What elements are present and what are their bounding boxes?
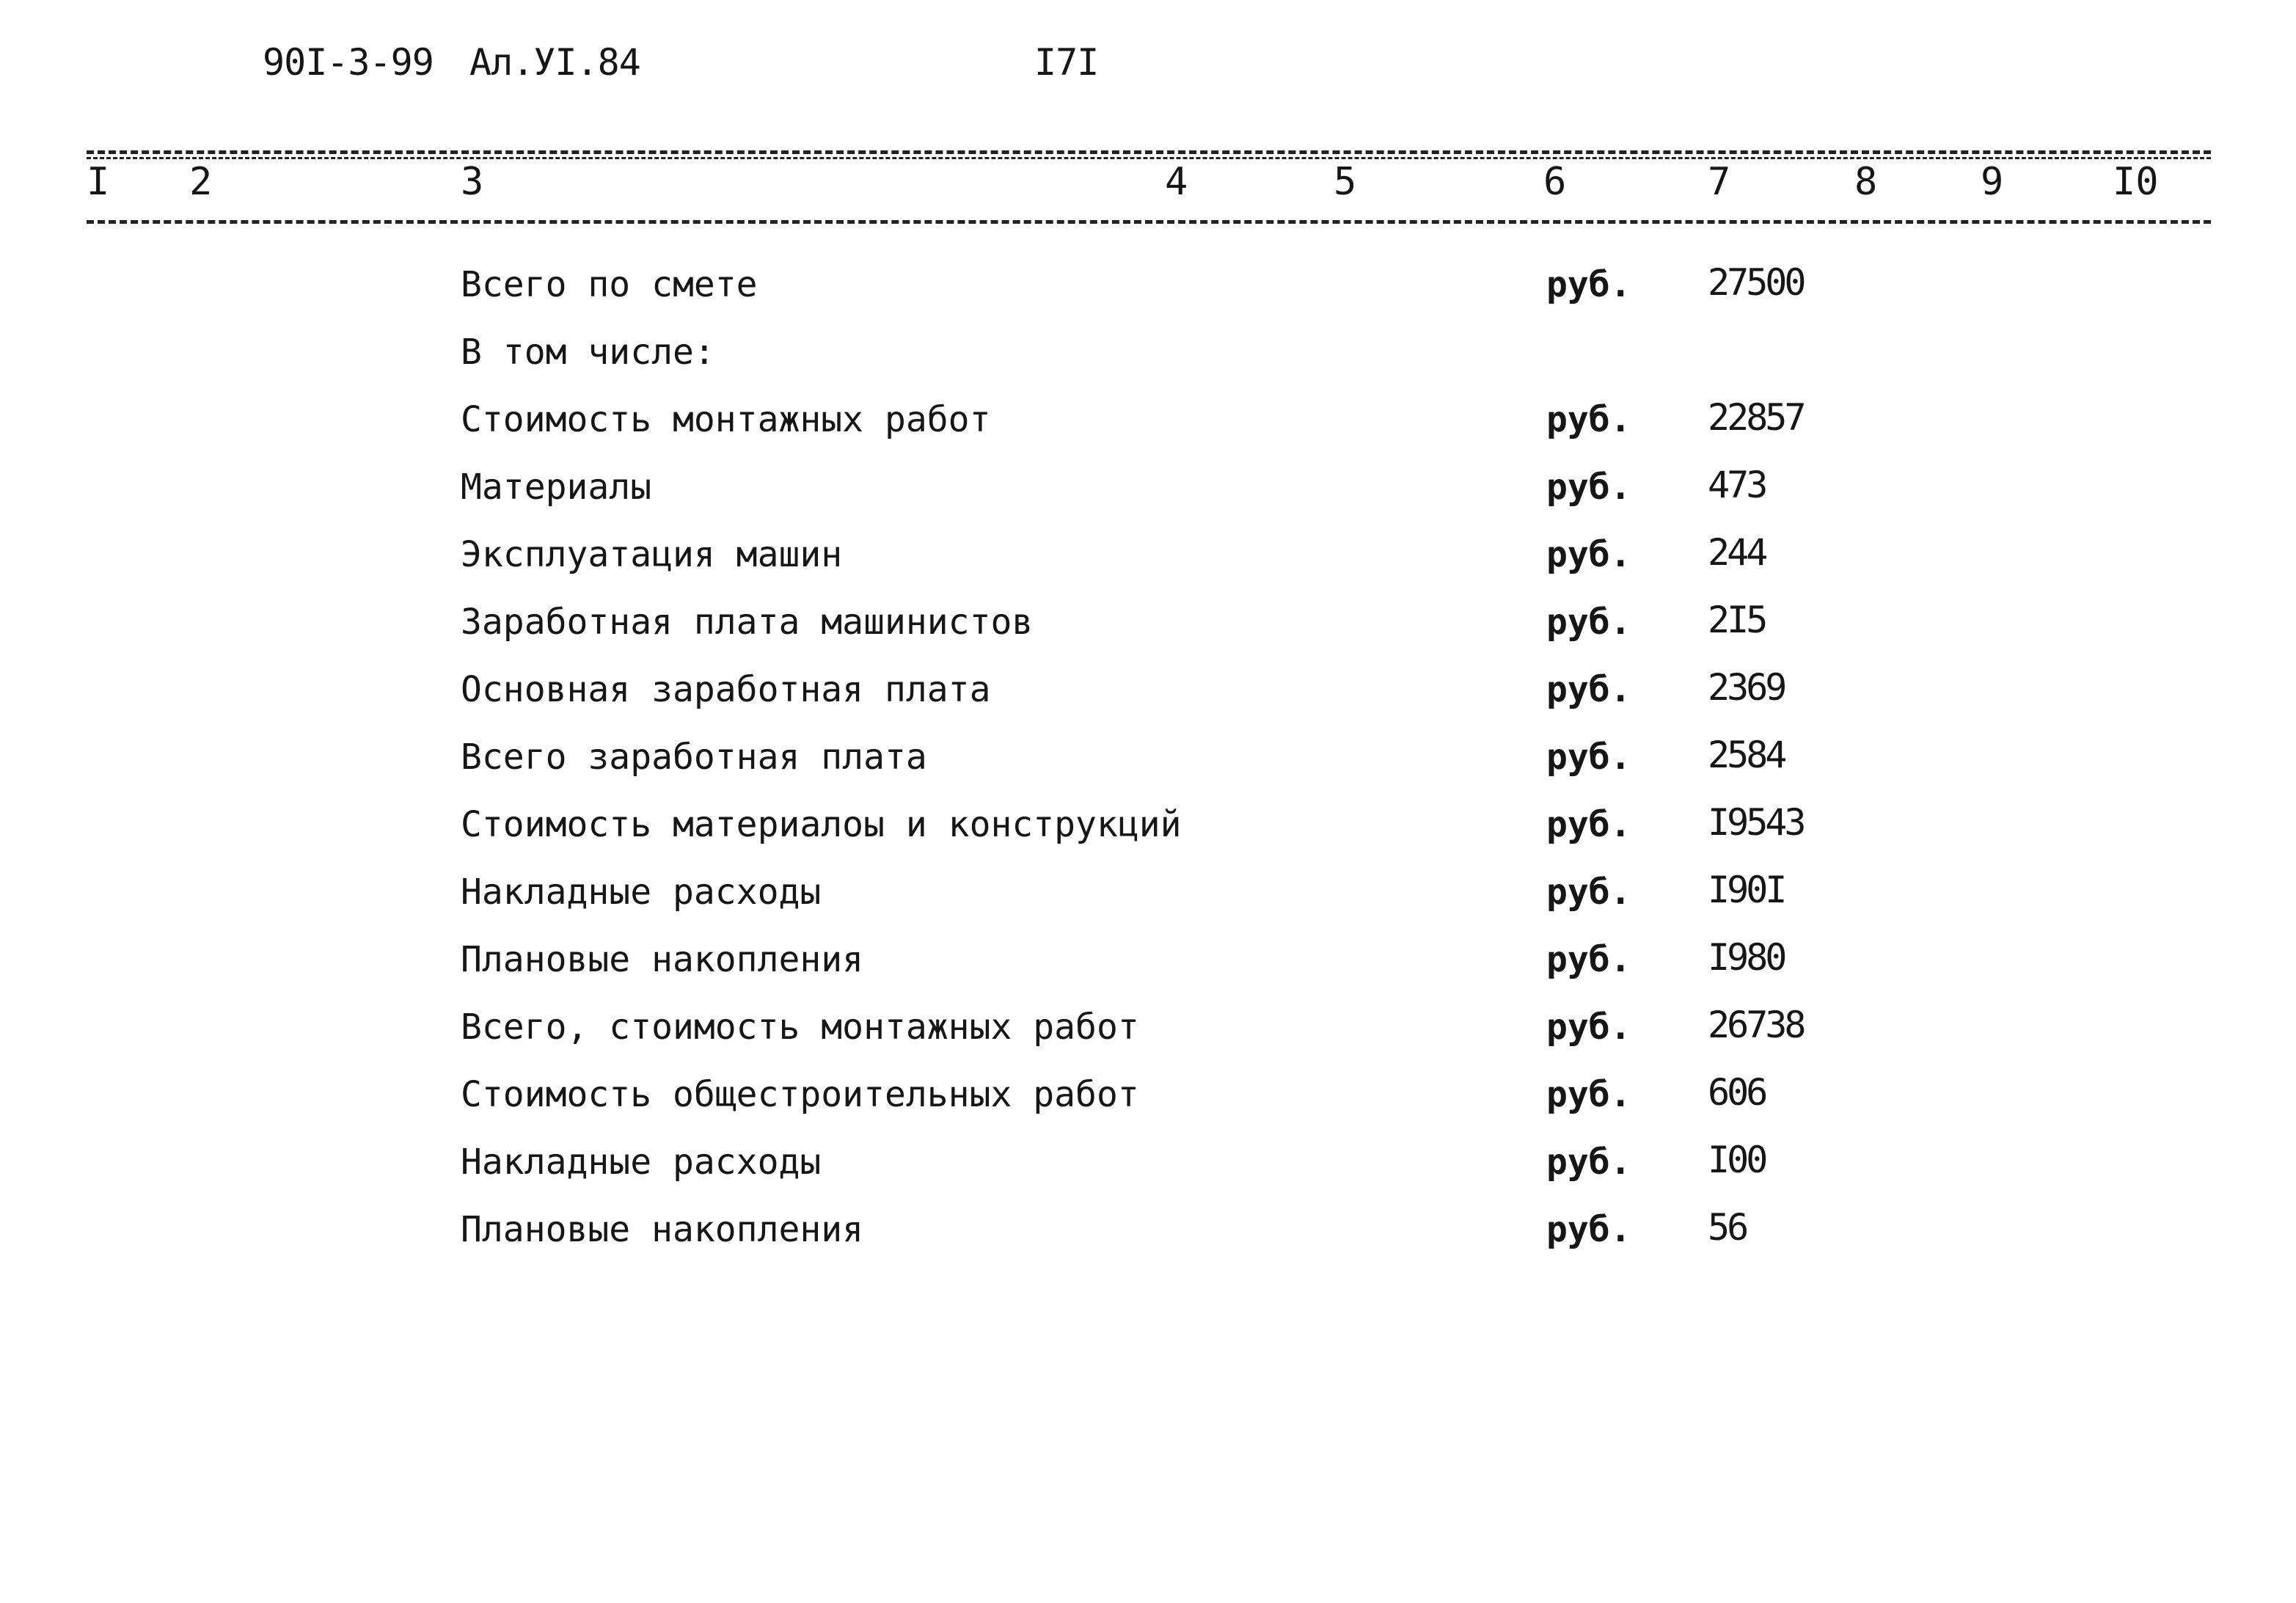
- table-row: [0, 1139, 2296, 1200]
- row-unit: руб.: [1546, 939, 1631, 980]
- row-value: I00: [1708, 1139, 1766, 1181]
- row-unit: руб.: [1546, 1209, 1631, 1250]
- column-number-10: I0: [2113, 160, 2159, 204]
- table-row: [0, 666, 2296, 728]
- row-label: Накладные расходы: [461, 1142, 822, 1183]
- row-label: Стоимость общестроительных работ: [461, 1074, 1139, 1115]
- row-label: Материалы: [461, 467, 652, 508]
- row-label: Стоимость монтажных работ: [461, 399, 991, 440]
- table-row: [0, 801, 2296, 863]
- row-value: 56: [1708, 1206, 1747, 1249]
- row-value: 2584: [1708, 734, 1785, 776]
- row-label: Плановые накопления: [461, 939, 864, 980]
- table-row: [0, 936, 2296, 998]
- table-row: [0, 1004, 2296, 1065]
- table-row: [0, 261, 2296, 323]
- row-label: Эксплуатация машин: [461, 534, 843, 575]
- column-number-9: 9: [1981, 160, 2004, 204]
- column-number-7: 7: [1708, 160, 1731, 204]
- row-label: Всего заработная плата: [461, 737, 927, 778]
- row-unit: руб.: [1546, 602, 1631, 643]
- row-unit: руб.: [1546, 669, 1631, 710]
- table-row: [0, 1206, 2296, 1268]
- row-value: I90I: [1708, 869, 1785, 911]
- row-label: Стоимость материалоы и конструкций: [461, 804, 1182, 845]
- page-number: I7I: [1034, 41, 1099, 84]
- column-number-4: 4: [1165, 160, 1188, 204]
- row-label: Всего, стоимость монтажных работ: [461, 1007, 1139, 1048]
- row-value: 2I5: [1708, 599, 1766, 641]
- row-label: Плановые накопления: [461, 1209, 864, 1250]
- table-row: [0, 332, 2296, 390]
- row-unit: руб.: [1546, 872, 1631, 913]
- document-code: 90I-3-99: [263, 41, 434, 84]
- column-number-2: 2: [189, 160, 213, 204]
- row-value: I980: [1708, 936, 1785, 979]
- table-top-rule: [87, 150, 2211, 154]
- row-unit: руб.: [1546, 264, 1631, 305]
- table-row: [0, 531, 2296, 593]
- album-reference: Ал.УI.84: [469, 41, 640, 84]
- row-unit: руб.: [1546, 1142, 1631, 1183]
- table-header-bottom-rule: [87, 220, 2211, 224]
- row-label: Накладные расходы: [461, 872, 822, 913]
- column-number-3: 3: [461, 160, 484, 204]
- table-top-rule-secondary: [87, 157, 2211, 159]
- row-value: 22857: [1708, 396, 1804, 439]
- table-row: [0, 1071, 2296, 1133]
- row-value: 473: [1708, 464, 1766, 506]
- row-label: Основная заработная плата: [461, 669, 991, 710]
- row-value: 26738: [1708, 1004, 1804, 1046]
- row-label: В том числе:: [461, 332, 715, 373]
- table-row: [0, 869, 2296, 930]
- row-value: 2369: [1708, 666, 1785, 709]
- table-row: [0, 396, 2296, 458]
- row-value: 27500: [1708, 261, 1804, 304]
- row-label: Всего по смете: [461, 264, 758, 305]
- column-number-6: 6: [1543, 160, 1567, 204]
- column-number-8: 8: [1854, 160, 1878, 204]
- row-unit: руб.: [1546, 804, 1631, 845]
- column-number-1: I: [87, 160, 110, 204]
- table-row: [0, 599, 2296, 660]
- table-row: [0, 734, 2296, 795]
- row-unit: руб.: [1546, 1007, 1631, 1048]
- table-row: [0, 464, 2296, 525]
- column-number-5: 5: [1334, 160, 1357, 204]
- row-unit: руб.: [1546, 737, 1631, 778]
- row-unit: руб.: [1546, 1074, 1631, 1115]
- row-unit: руб.: [1546, 467, 1631, 508]
- row-label: Заработная плата машинистов: [461, 602, 1034, 643]
- row-unit: руб.: [1546, 534, 1631, 575]
- row-unit: руб.: [1546, 399, 1631, 440]
- row-value: I9543: [1708, 801, 1804, 844]
- row-value: 244: [1708, 531, 1766, 574]
- row-value: 606: [1708, 1071, 1766, 1114]
